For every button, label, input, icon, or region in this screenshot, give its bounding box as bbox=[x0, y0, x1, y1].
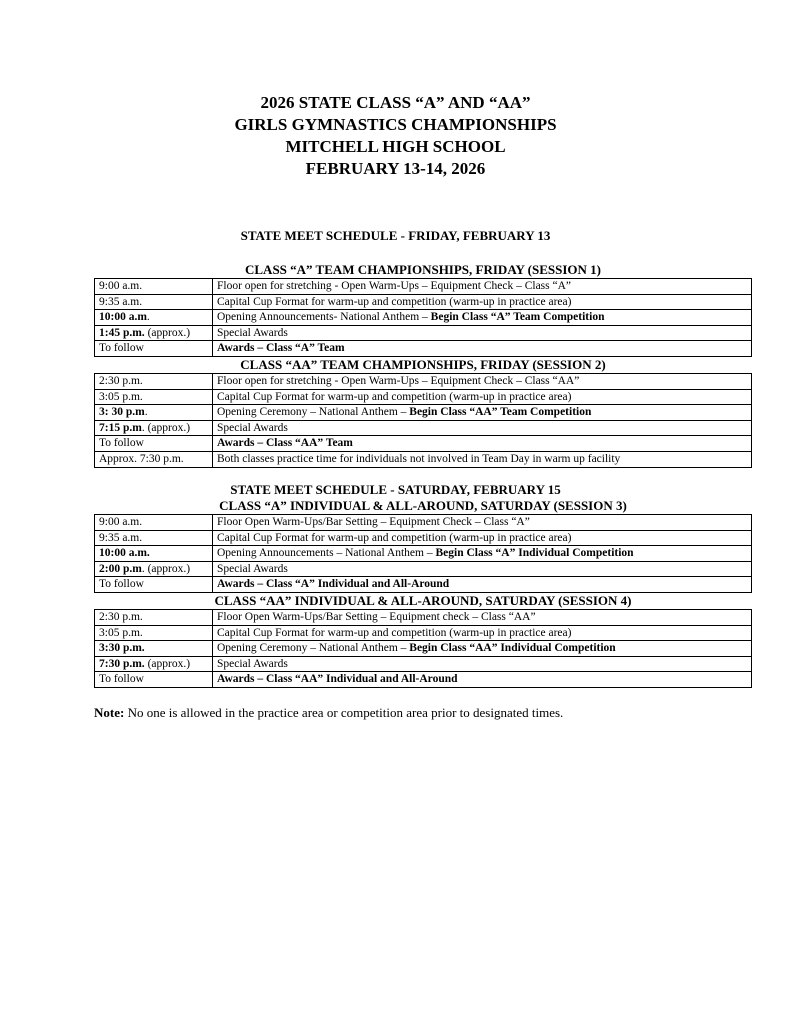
schedule-row bbox=[95, 279, 752, 295]
schedule-time-text: To follow bbox=[99, 673, 144, 686]
schedule-event-text: Opening Ceremony – National Anthem – bbox=[217, 642, 410, 655]
schedule-row bbox=[95, 546, 752, 562]
friday-schedule-block bbox=[94, 262, 752, 468]
schedule-row bbox=[95, 451, 752, 467]
schedule-event-text: Special Awards bbox=[217, 562, 288, 575]
schedule-time-text: 9:35 a.m. bbox=[99, 531, 143, 544]
note-text: No one is allowed in the practice area or competition area prior to designated times. bbox=[124, 705, 564, 720]
schedule-event-text: Awards – Class “A” Team bbox=[217, 342, 345, 355]
schedule-event bbox=[213, 341, 752, 357]
schedule-row bbox=[95, 389, 752, 405]
schedule-event bbox=[213, 515, 752, 531]
schedule-event bbox=[213, 451, 752, 467]
schedule-row bbox=[95, 625, 752, 641]
session-1-table bbox=[94, 278, 752, 357]
friday-schedule-heading: STATE MEET SCHEDULE - FRIDAY, FEBRUARY 13 bbox=[240, 228, 551, 243]
schedule-time-text: 7:30 p.m. bbox=[99, 657, 145, 670]
schedule-row bbox=[95, 641, 752, 657]
schedule-event bbox=[213, 279, 752, 295]
schedule-event bbox=[213, 641, 752, 657]
schedule-time bbox=[95, 325, 213, 341]
schedule-row bbox=[95, 672, 752, 688]
schedule-event bbox=[213, 625, 752, 641]
schedule-row bbox=[95, 341, 752, 357]
schedule-time-text: 3:30 p.m. bbox=[99, 642, 145, 655]
schedule-event-text: Floor open for stretching - Open Warm-Ups – Equipment Check – Class “A” bbox=[217, 280, 572, 292]
schedule-event bbox=[213, 325, 752, 341]
schedule-event-text: Begin Class “AA” Team Competition bbox=[409, 406, 592, 419]
schedule-event bbox=[213, 436, 752, 452]
schedule-time bbox=[95, 389, 213, 405]
schedule-event-text: Begin Class “A” Team Competition bbox=[430, 311, 605, 324]
schedule-event bbox=[213, 405, 752, 421]
schedule-event bbox=[213, 530, 752, 546]
schedule-time-text: To follow bbox=[99, 342, 144, 355]
title-line-3: MITCHELL HIGH SCHOOL bbox=[285, 137, 506, 156]
schedule-time bbox=[95, 341, 213, 357]
title-line-2: GIRLS GYMNASTICS CHAMPIONSHIPS bbox=[234, 115, 557, 134]
schedule-time bbox=[95, 451, 213, 467]
schedule-event-text: Both classes practice time for individuals not involved in Team Day in warm up facility bbox=[217, 452, 621, 465]
schedule-time-text: 3:05 p.m. bbox=[99, 390, 143, 403]
schedule-time bbox=[95, 546, 213, 562]
schedule-event-text: Awards – Class “AA” Team bbox=[217, 437, 353, 450]
schedule-event-text: Opening Announcements- National Anthem – bbox=[217, 311, 431, 324]
schedule-event bbox=[213, 656, 752, 672]
schedule-row bbox=[95, 420, 752, 436]
note-label: Note: bbox=[94, 705, 125, 720]
schedule-row bbox=[95, 373, 752, 389]
schedule-time bbox=[95, 672, 213, 688]
schedule-event-text: Capital Cup Format for warm-up and competition (warm-up in practice area) bbox=[217, 295, 572, 308]
schedule-event bbox=[213, 420, 752, 436]
schedule-row bbox=[95, 325, 752, 341]
schedule-time-text: To follow bbox=[99, 578, 144, 591]
schedule-row bbox=[95, 405, 752, 421]
schedule-time-text: 10:00 a.m bbox=[99, 311, 147, 324]
schedule-time-text: 10:00 a.m. bbox=[99, 547, 150, 560]
schedule-event-text: Begin Class “A” Individual Competition bbox=[435, 547, 634, 560]
title-line-4: FEBRUARY 13-14, 2026 bbox=[305, 159, 486, 178]
schedule-time-text: (approx.) bbox=[144, 657, 191, 670]
schedule-time-text: 3: 30 p.m bbox=[99, 406, 145, 419]
session-3-table bbox=[94, 514, 752, 593]
schedule-row bbox=[95, 656, 752, 672]
schedule-event bbox=[213, 577, 752, 593]
schedule-time-text: 2:30 p.m. bbox=[99, 374, 143, 387]
schedule-event bbox=[213, 672, 752, 688]
schedule-event-text: Opening Announcements – National Anthem – bbox=[217, 547, 436, 560]
saturday-schedule-block bbox=[94, 498, 752, 688]
schedule-time-text: (approx.) bbox=[144, 326, 191, 339]
schedule-time-text: 7:15 p.m bbox=[99, 421, 142, 434]
note-paragraph bbox=[94, 705, 563, 721]
schedule-event bbox=[213, 609, 752, 625]
schedule-row bbox=[95, 561, 752, 577]
schedule-row bbox=[95, 577, 752, 593]
schedule-event bbox=[213, 310, 752, 326]
schedule-event-text: Awards – Class “A” Individual and All-Around bbox=[217, 578, 450, 591]
schedule-time bbox=[95, 279, 213, 295]
schedule-row bbox=[95, 310, 752, 326]
schedule-time-text: 9:35 a.m. bbox=[99, 295, 143, 308]
schedule-time bbox=[95, 656, 213, 672]
schedule-time bbox=[95, 436, 213, 452]
schedule-time-text: . (approx.) bbox=[141, 421, 191, 434]
schedule-time-text: 2:30 p.m. bbox=[99, 610, 143, 623]
schedule-time bbox=[95, 420, 213, 436]
schedule-time bbox=[95, 310, 213, 326]
schedule-time bbox=[95, 530, 213, 546]
schedule-event-text: Capital Cup Format for warm-up and competition (warm-up in practice area) bbox=[217, 626, 572, 639]
schedule-event-text: Special Awards bbox=[217, 657, 288, 670]
schedule-event-text: Awards – Class “AA” Individual and All-Around bbox=[217, 673, 458, 686]
schedule-event-text: Floor open for stretching - Open Warm-Ups – Equipment Check – Class “AA” bbox=[217, 374, 580, 387]
schedule-event bbox=[213, 389, 752, 405]
schedule-row bbox=[95, 515, 752, 531]
schedule-event-text: Capital Cup Format for warm-up and competition (warm-up in practice area) bbox=[217, 531, 572, 544]
session-4-table bbox=[94, 609, 752, 688]
schedule-time bbox=[95, 515, 213, 531]
session-2-table bbox=[94, 373, 752, 468]
schedule-event-text: Floor Open Warm-Ups/Bar Setting – Equipment Check – Class “A” bbox=[217, 516, 530, 528]
schedule-event bbox=[213, 373, 752, 389]
schedule-time-text: 3:05 p.m. bbox=[99, 626, 143, 639]
schedule-time-text: Approx. 7:30 p.m. bbox=[99, 452, 184, 465]
schedule-row bbox=[95, 609, 752, 625]
schedule-event-text: Capital Cup Format for warm-up and competition (warm-up in practice area) bbox=[217, 390, 572, 403]
session-3-header: CLASS “A” INDIVIDUAL & ALL-AROUND, SATURDAY (SESSION 3) bbox=[219, 498, 627, 513]
title-line-1: 2026 STATE CLASS “A” AND “AA” bbox=[260, 93, 531, 112]
schedule-event-text: Floor Open Warm-Ups/Bar Setting – Equipment check – Class “AA” bbox=[217, 610, 536, 623]
schedule-event bbox=[213, 561, 752, 577]
schedule-time bbox=[95, 294, 213, 310]
session-2-header: CLASS “AA” TEAM CHAMPIONSHIPS, FRIDAY (SESSION 2) bbox=[240, 356, 606, 372]
schedule-event-text: Begin Class “AA” Individual Competition bbox=[409, 642, 616, 655]
schedule-row bbox=[95, 294, 752, 310]
schedule-time-text: 2:00 p.m bbox=[99, 562, 142, 575]
schedule-time-text: 9:00 a.m. bbox=[99, 280, 143, 292]
schedule-time bbox=[95, 577, 213, 593]
schedule-time-text: . bbox=[146, 311, 150, 324]
session-1-header: CLASS “A” TEAM CHAMPIONSHIPS, FRIDAY (SESSION 1) bbox=[245, 262, 601, 277]
schedule-time-text: . (approx.) bbox=[141, 562, 191, 575]
schedule-time bbox=[95, 625, 213, 641]
schedule-time-text: To follow bbox=[99, 437, 144, 450]
schedule-time bbox=[95, 373, 213, 389]
saturday-schedule-heading: STATE MEET SCHEDULE - SATURDAY, FEBRUARY 15 bbox=[230, 482, 561, 497]
schedule-row bbox=[95, 436, 752, 452]
schedule-time-text: . bbox=[144, 406, 148, 419]
schedule-time-text: 1:45 p.m. bbox=[99, 326, 145, 339]
schedule-event-text: Special Awards bbox=[217, 326, 288, 339]
schedule-time bbox=[95, 609, 213, 625]
schedule-event bbox=[213, 294, 752, 310]
schedule-event bbox=[213, 546, 752, 562]
schedule-time bbox=[95, 405, 213, 421]
schedule-event-text: Opening Ceremony – National Anthem – bbox=[217, 406, 410, 419]
schedule-time bbox=[95, 641, 213, 657]
schedule-row bbox=[95, 530, 752, 546]
schedule-event-text: Special Awards bbox=[217, 421, 288, 434]
schedule-time-text: 9:00 a.m. bbox=[99, 516, 143, 528]
document-title bbox=[0, 92, 791, 180]
schedule-time bbox=[95, 561, 213, 577]
session-4-header: CLASS “AA” INDIVIDUAL & ALL-AROUND, SATURDAY (SESSION 4) bbox=[214, 592, 632, 608]
